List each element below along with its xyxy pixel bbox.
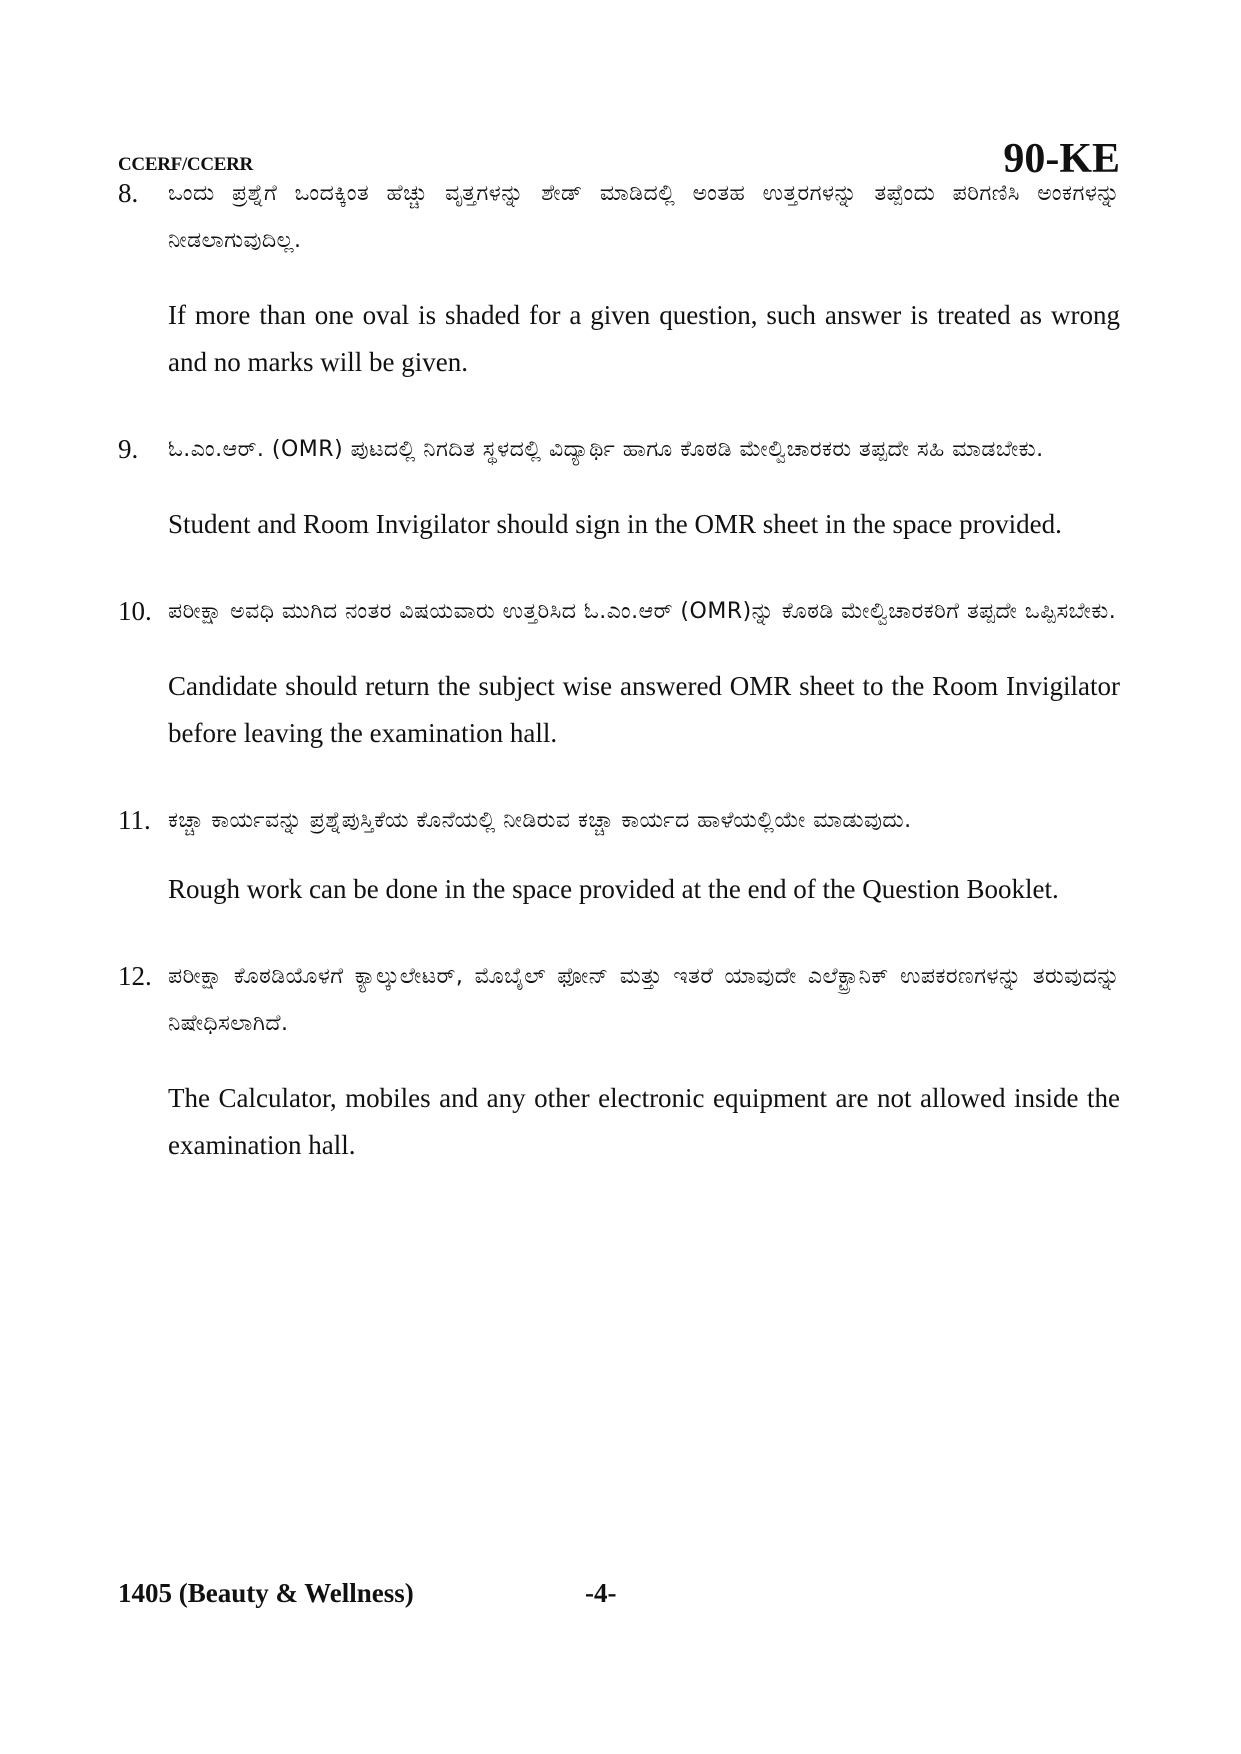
footer-page-number: -4- — [585, 1578, 617, 1608]
instruction-english-text: The Calculator, mobiles and any other electronic equipment are not allowed inside the examination hall. — [168, 1083, 1120, 1160]
instruction-kannada-text: ಪರೀಕ್ಷಾ ಅವಧಿ ಮುಗಿದ ನಂತರ ವಿಷಯವಾರು ಉತ್ತರಿಸಿದ ಓ.ಎಂ.ಆರ್ (OMR)ನ್ನು ಕೊಠಡಿ ಮೇಲ್ವಿಚಾರಕರಿಗೆ ತಪ್ಪದೇ ಒಪ್ಪಿಸಬೇಕು. — [168, 599, 1117, 624]
instruction-item-9 — [118, 426, 1120, 548]
instruction-kannada-text: ಒಂದು ಪ್ರಶ್ನೆಗೆ ಒಂದಕ್ಕಿಂತ ಹೆಚ್ಚು ವೃತ್ತಗಳನ್ನು ಶೇಡ್ ಮಾಡಿದಲ್ಲಿ ಅಂತಹ ಉತ್ತರಗಳನ್ನು ತಪ್ಪೆಂದು ಪರಿಗಣಿಸಿ ಅಂಕಗಳನ್ನು ನೀಡಲಾಗುವುದಿಲ್ಲ. — [168, 181, 1120, 253]
instruction-number: 10. — [118, 596, 152, 626]
paper-code: CCERF/CCERR — [118, 154, 253, 175]
instruction-number: 12. — [118, 961, 152, 991]
instruction-english-text: Student and Room Invigilator should sign in the OMR sheet in the space provided. — [168, 509, 1062, 539]
instruction-item-11 — [118, 797, 1120, 913]
instruction-list — [118, 170, 1120, 1169]
instruction-kannada-text: ಕಚ್ಚಾ ಕಾರ್ಯವನ್ನು ಪ್ರಶ್ನೆಪುಸ್ತಿಕೆಯ ಕೊನೆಯಲ್ಲಿ ನೀಡಿರುವ ಕಚ್ಚಾ ಕಾರ್ಯದ ಹಾಳೆಯಲ್ಲಿಯೇ ಮಾಡುವುದು. — [168, 808, 912, 833]
instruction-item-10 — [118, 588, 1120, 757]
instruction-item-8 — [118, 170, 1120, 386]
instruction-english-text: Rough work can be done in the space provided at the end of the Question Booklet. — [168, 874, 1059, 904]
footer-subject: 1405 (Beauty & Wellness) — [118, 1578, 414, 1608]
paper-series-code: 90-KE — [1003, 136, 1120, 182]
instruction-kannada-text: ಓ.ಎಂ.ಆರ್. (OMR) ಪುಟದಲ್ಲಿ ನಿಗದಿತ ಸ್ಥಳದಲ್ಲಿ ವಿದ್ಯಾರ್ಥಿ ಹಾಗೂ ಕೊಠಡಿ ಮೇಲ್ವಿಚಾರಕರು ತಪ್ಪದೇ ಸಹಿ ಮಾಡಬೇಕು. — [168, 437, 1044, 462]
instruction-english-text: Candidate should return the subject wise answered OMR sheet to the Room Invigilator before leaving the examination hall. — [168, 671, 1120, 748]
instruction-english-text: If more than one oval is shaded for a given question, such answer is treated as wrong and no marks will be given. — [168, 300, 1120, 377]
instruction-number: 11. — [118, 805, 151, 835]
instruction-kannada-text: ಪರೀಕ್ಷಾ ಕೊಠಡಿಯೊಳಗೆ ಕ್ಯಾಲ್ಕುಲೇಟರ್, ಮೊಬೈಲ್ ಫೋನ್ ಮತ್ತು ಇತರೆ ಯಾವುದೇ ಎಲೆಕ್ಟ್ರಾನಿಕ್ ಉಪಕರಣಗಳನ್ನು ತರುವುದನ್ನು ನಿಷೇಧಿಸಲಾಗಿದೆ. — [168, 964, 1120, 1036]
instruction-item-12 — [118, 953, 1120, 1169]
instruction-number: 9. — [118, 434, 139, 464]
instruction-number: 8. — [118, 178, 139, 208]
